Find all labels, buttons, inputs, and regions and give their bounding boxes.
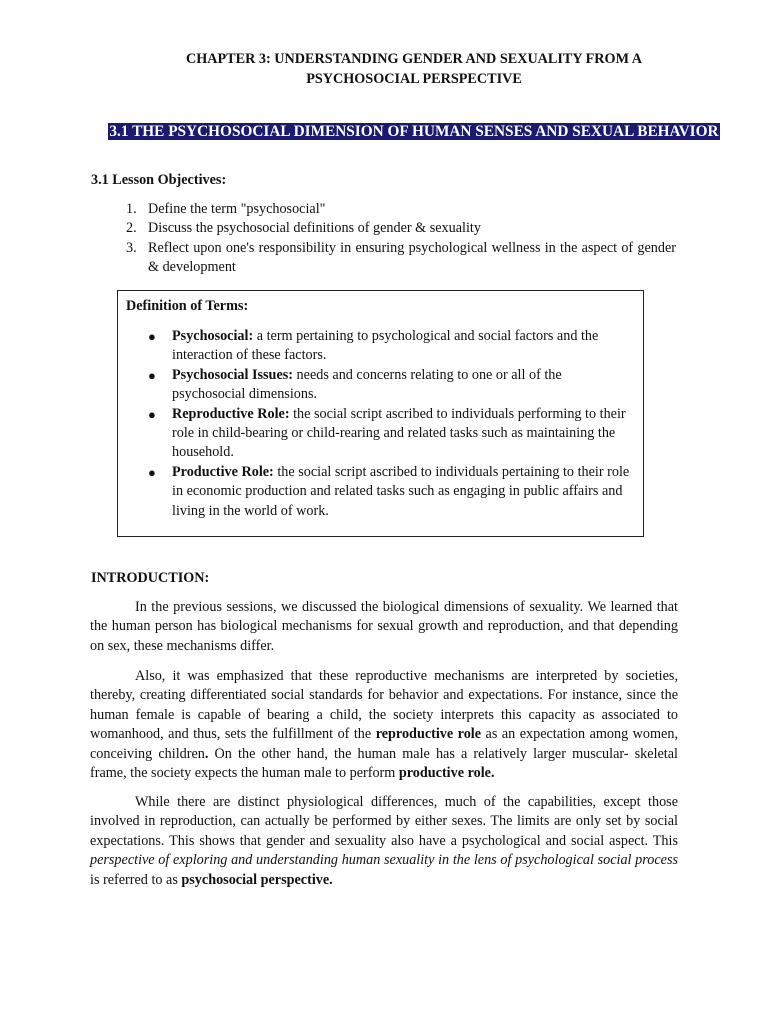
- intro-paragraph-2: [90, 667, 678, 783]
- chapter-title-line-1: CHAPTER 3: UNDERSTANDING GENDER AND SEXUALITY FROM A: [185, 51, 642, 67]
- objective-text: Discuss the psychosocial definitions of gender & sexuality: [148, 220, 481, 237]
- objective-number: 1.: [126, 201, 137, 217]
- intro-paragraph-1: In the previous sessions, we discussed the biological dimensions of sexuality. We learned that the human person has biological mechanisms for sexual growth and reproduction, and that depending on sex, these mechanisms differ.: [90, 599, 678, 654]
- bold-term: psychosocial perspective.: [181, 871, 333, 888]
- definition-text: the social script ascribed to individuals pertaining to their role in economic production and related tasks such as engaging in public affairs and living in the world of work.: [172, 463, 630, 519]
- definitions-list: [148, 327, 632, 521]
- chapter-title-line-2: PSYCHOSOCIAL PERSPECTIVE: [306, 70, 522, 87]
- definition-term: Psychosocial:: [172, 328, 254, 344]
- objectives-list: [126, 200, 676, 278]
- objective-number: 3.: [126, 239, 137, 256]
- objective-number: 2.: [126, 220, 137, 237]
- paragraph-text: is referred to as: [90, 871, 182, 888]
- definition-term: Productive Role:: [172, 463, 274, 480]
- paragraph-text: Also, it was emphasized that these reproductive mechanisms are interpreted by societies, thereby, creating differentiated social standards for behavior and expectations. For instance, since the human female is capable of bearing a child, the society interprets this capacity as associated to womanhood, and thus, sets the fulfillment of the: [90, 668, 678, 743]
- italic-phrase: perspective of exploring and understanding human sexuality in the lens of psychological social process: [90, 852, 678, 869]
- bullet-icon: ●: [148, 329, 156, 344]
- bold-period: .: [204, 745, 209, 762]
- definition-text: the social script ascribed to individuals performing to their role in child-bearing or child-rearing and related tasks such as maintaining the household.: [172, 405, 626, 461]
- objective-item: [126, 200, 676, 219]
- objective-text: Define the term "psychosocial": [148, 201, 326, 217]
- definition-item: [148, 327, 632, 366]
- definition-term: Psychosocial Issues:: [172, 366, 293, 383]
- definitions-box: [117, 290, 644, 537]
- section-heading: [90, 122, 738, 141]
- paragraph-text: as an expectation among women, conceiving children: [90, 726, 678, 762]
- objective-text: Reflect upon one's responsibility in ensuring psychological wellness in the aspect of gender & development: [148, 239, 676, 276]
- paragraph-text: While there are distinct physiological differences, much of the capabilities, except those involved in reproduction, can actually be performed by either sexes. The limits are only set by social expectations. This shows that gender and sexuality also have a psychological and social aspect. This: [90, 794, 678, 849]
- bullet-icon: ●: [148, 406, 156, 422]
- bullet-icon: ●: [148, 464, 156, 480]
- definition-item: [148, 405, 632, 463]
- intro-paragraph-3: [90, 793, 678, 890]
- definition-item: [148, 366, 632, 405]
- bold-term: reproductive role: [375, 726, 482, 743]
- definition-text: needs and concerns relating to one or all of the psychosocial dimensions.: [172, 366, 562, 403]
- definition-item: [148, 463, 632, 521]
- chapter-title: [90, 50, 738, 89]
- paragraph-text: On the other hand, the human male has a relatively larger muscular- skeletal frame, the society expects the human male to perform: [90, 745, 678, 782]
- objective-item: [126, 219, 676, 238]
- bullet-icon: ●: [148, 367, 156, 383]
- bold-term: productive role.: [398, 765, 495, 782]
- introduction-heading: INTRODUCTION:: [91, 570, 210, 586]
- definition-term: Reproductive Role:: [172, 405, 290, 422]
- section-heading-text: 3.1 THE PSYCHOSOCIAL DIMENSION OF HUMAN SENSES AND SEXUAL BEHAVIOR: [109, 123, 719, 140]
- objectives-heading: 3.1 Lesson Objectives:: [91, 172, 227, 188]
- objective-item: [126, 239, 676, 278]
- definitions-heading: Definition of Terms:: [126, 298, 249, 314]
- definition-text: a term pertaining to psychological and social factors and the interaction of these factors.: [172, 328, 599, 364]
